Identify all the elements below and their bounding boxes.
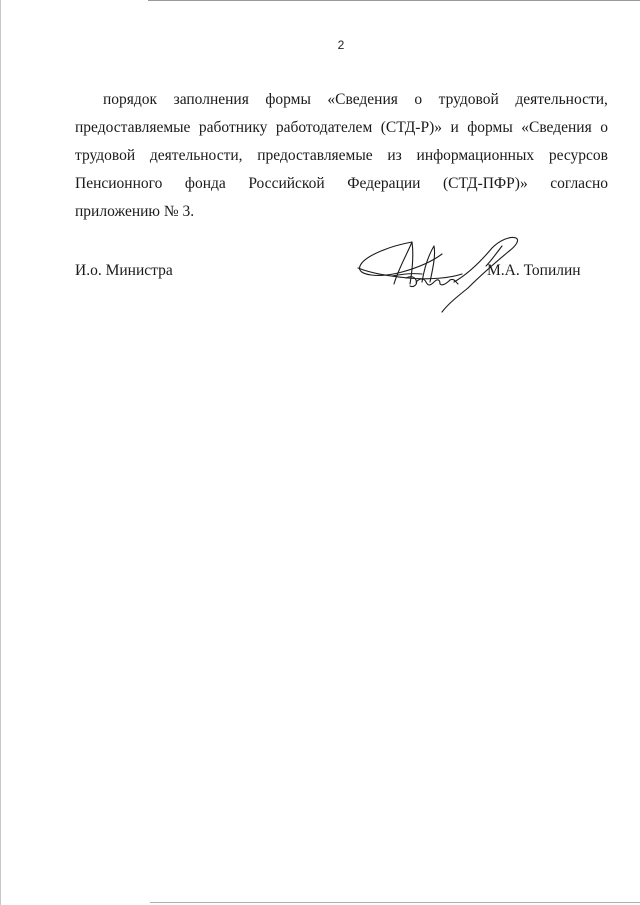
handwritten-signature-icon: [350, 232, 525, 314]
scan-edge-bottom: [150, 902, 640, 903]
body-word: приложению № 3.: [75, 203, 195, 220]
page-number: 2: [337, 38, 345, 52]
body-word: Федерации: [347, 175, 421, 192]
body-paragraph: [75, 86, 608, 226]
body-word: о: [414, 91, 423, 108]
body-word: (СТД-Р)»: [380, 119, 442, 136]
body-word: (СТД-ПФР)»: [443, 175, 528, 192]
body-word: работодателем: [275, 119, 373, 136]
body-word: согласно: [550, 175, 608, 192]
body-word: о: [600, 119, 608, 136]
body-word: деятельности,: [515, 91, 608, 108]
body-word: заполнения: [173, 91, 249, 108]
body-word: деятельности,: [149, 147, 243, 164]
body-word: предоставляемые: [257, 147, 373, 164]
signer-name: М.А. Топилин: [487, 262, 581, 279]
body-word: Российской: [248, 175, 325, 192]
scan-edge-left: [0, 0, 1, 905]
scan-edge-top: [148, 0, 640, 1]
body-line: [75, 86, 608, 114]
body-word: «Сведения: [327, 91, 398, 108]
body-word: трудовой: [75, 147, 136, 164]
body-word: ресурсов: [548, 147, 608, 164]
body-word: из: [387, 147, 402, 164]
body-word: информационных: [416, 147, 535, 164]
body-line: [75, 142, 608, 170]
body-word: Пенсионного: [75, 175, 163, 192]
body-word: и: [450, 119, 459, 136]
body-line: [75, 198, 608, 226]
body-word: формы: [467, 119, 513, 136]
body-word: трудовой: [438, 91, 499, 108]
body-word: фонда: [184, 175, 226, 192]
body-line: [75, 114, 608, 142]
body-line: [75, 170, 608, 198]
body-word: «Сведения: [521, 119, 592, 136]
body-word: формы: [265, 91, 311, 108]
position-title: И.о. Министра: [75, 262, 173, 279]
body-word: работнику: [198, 119, 268, 136]
body-word: предоставляемые: [75, 119, 191, 136]
body-word: порядок: [103, 91, 158, 108]
